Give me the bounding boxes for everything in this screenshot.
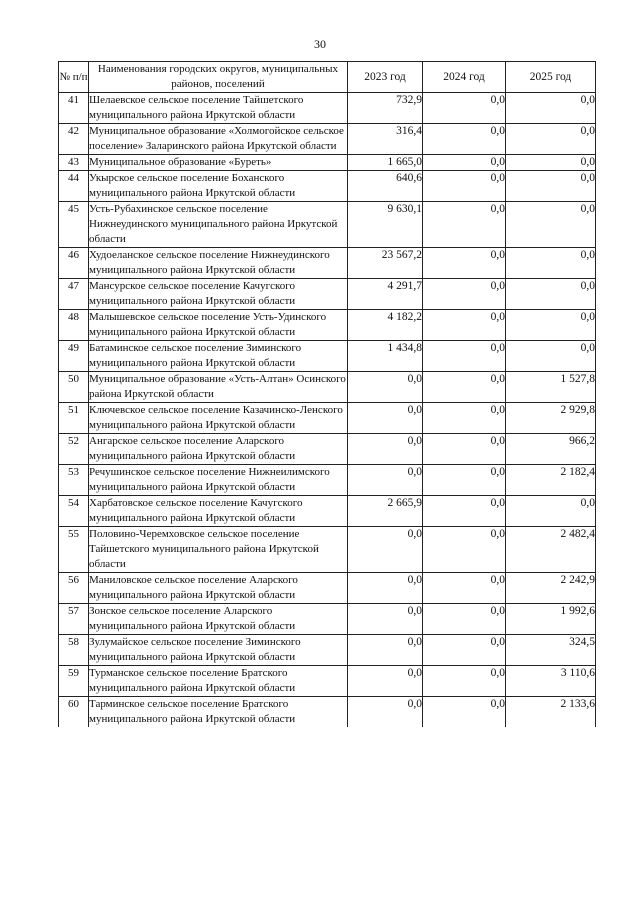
- header-2023: 2023 год: [348, 62, 423, 93]
- table-row: [59, 403, 596, 434]
- table-row: [59, 124, 596, 155]
- row-value-2023: 732,9: [348, 93, 423, 124]
- row-value-2024: 0,0: [423, 573, 506, 604]
- row-value-2023: 1 665,0: [348, 155, 423, 171]
- row-name: Муниципальное образование «Буреть»: [89, 155, 348, 171]
- row-value-2023: 9 630,1: [348, 202, 423, 248]
- row-number: 42: [59, 124, 89, 155]
- row-value-2025: 2 133,6: [506, 697, 596, 728]
- row-number: 54: [59, 496, 89, 527]
- row-value-2023: 0,0: [348, 465, 423, 496]
- row-value-2024: 0,0: [423, 465, 506, 496]
- row-number: 49: [59, 341, 89, 372]
- row-value-2024: 0,0: [423, 279, 506, 310]
- row-number: 44: [59, 171, 89, 202]
- row-value-2025: 0,0: [506, 93, 596, 124]
- row-number: 53: [59, 465, 89, 496]
- row-value-2023: 0,0: [348, 697, 423, 728]
- row-value-2025: 1 992,6: [506, 604, 596, 635]
- table-row: [59, 372, 596, 403]
- row-value-2024: 0,0: [423, 372, 506, 403]
- row-value-2024: 0,0: [423, 604, 506, 635]
- row-value-2025: 3 110,6: [506, 666, 596, 697]
- table-row: [59, 279, 596, 310]
- row-value-2025: 0,0: [506, 310, 596, 341]
- row-name: Половино-Черемховское сельское поселение Тайшетского муниципального района Иркутской области: [89, 527, 348, 573]
- row-name: Маниловское сельское поселение Аларского муниципального района Иркутской области: [89, 573, 348, 604]
- row-value-2025: 0,0: [506, 496, 596, 527]
- row-value-2023: 23 567,2: [348, 248, 423, 279]
- row-name: Речушинское сельское поселение Нижнеилимского муниципального района Иркутской области: [89, 465, 348, 496]
- row-number: 56: [59, 573, 89, 604]
- row-number: 58: [59, 635, 89, 666]
- row-value-2023: 0,0: [348, 372, 423, 403]
- table-row: [59, 310, 596, 341]
- table-row: [59, 248, 596, 279]
- table-row: [59, 202, 596, 248]
- row-name: Батаминское сельское поселение Зиминского муниципального района Иркутской области: [89, 341, 348, 372]
- row-value-2024: 0,0: [423, 527, 506, 573]
- table-row: [59, 697, 596, 728]
- table-row: [59, 573, 596, 604]
- row-name: Турманское сельское поселение Братского муниципального района Иркутской области: [89, 666, 348, 697]
- table-row: [59, 604, 596, 635]
- table-row: [59, 434, 596, 465]
- row-number: 51: [59, 403, 89, 434]
- header-2024: 2024 год: [423, 62, 506, 93]
- row-value-2023: 0,0: [348, 666, 423, 697]
- row-value-2023: 316,4: [348, 124, 423, 155]
- row-name: Худоеланское сельское поселение Нижнеудинского муниципального района Иркутской области: [89, 248, 348, 279]
- row-number: 41: [59, 93, 89, 124]
- header-name: Наименования городских округов, муниципальных районов, поселений: [89, 62, 348, 93]
- row-name: Усть-Рубахинское сельское поселение Нижнеудинского муниципального района Иркутской области: [89, 202, 348, 248]
- row-value-2024: 0,0: [423, 248, 506, 279]
- row-value-2023: 640,6: [348, 171, 423, 202]
- table-row: [59, 666, 596, 697]
- row-value-2025: 0,0: [506, 124, 596, 155]
- row-name: Зонское сельское поселение Аларского муниципального района Иркутской области: [89, 604, 348, 635]
- table-row: [59, 527, 596, 573]
- header-2025: 2025 год: [506, 62, 596, 93]
- page-number: 30: [314, 37, 326, 51]
- row-number: 46: [59, 248, 89, 279]
- table-row: [59, 341, 596, 372]
- row-value-2025: 324,5: [506, 635, 596, 666]
- row-value-2025: 2 242,9: [506, 573, 596, 604]
- row-value-2023: 2 665,9: [348, 496, 423, 527]
- row-value-2024: 0,0: [423, 310, 506, 341]
- row-name: Зулумайское сельское поселение Зиминского муниципального района Иркутской области: [89, 635, 348, 666]
- row-value-2023: 0,0: [348, 403, 423, 434]
- table-row: [59, 155, 596, 171]
- budget-table: [58, 61, 596, 727]
- row-value-2024: 0,0: [423, 697, 506, 728]
- row-value-2025: 0,0: [506, 171, 596, 202]
- row-number: 45: [59, 202, 89, 248]
- row-value-2024: 0,0: [423, 403, 506, 434]
- row-value-2024: 0,0: [423, 434, 506, 465]
- row-value-2023: 0,0: [348, 527, 423, 573]
- row-number: 50: [59, 372, 89, 403]
- row-number: 43: [59, 155, 89, 171]
- table-row: [59, 171, 596, 202]
- row-value-2023: 0,0: [348, 604, 423, 635]
- row-number: 59: [59, 666, 89, 697]
- row-value-2025: 966,2: [506, 434, 596, 465]
- row-value-2024: 0,0: [423, 202, 506, 248]
- table-header-row: [59, 62, 596, 93]
- table-row: [59, 465, 596, 496]
- row-value-2025: 2 482,4: [506, 527, 596, 573]
- row-name: Укырское сельское поселение Боханского муниципального района Иркутской области: [89, 171, 348, 202]
- row-value-2024: 0,0: [423, 171, 506, 202]
- row-value-2023: 1 434,8: [348, 341, 423, 372]
- row-value-2025: 0,0: [506, 279, 596, 310]
- row-value-2024: 0,0: [423, 93, 506, 124]
- table-row: [59, 635, 596, 666]
- row-value-2023: 4 182,2: [348, 310, 423, 341]
- row-name: Ангарское сельское поселение Аларского муниципального района Иркутской области: [89, 434, 348, 465]
- row-value-2024: 0,0: [423, 341, 506, 372]
- row-value-2024: 0,0: [423, 124, 506, 155]
- row-number: 48: [59, 310, 89, 341]
- table-row: [59, 93, 596, 124]
- row-name: Малышевское сельское поселение Усть-Удинского муниципального района Иркутской области: [89, 310, 348, 341]
- row-name: Муниципальное образование «Усть-Алтан» Осинского района Иркутской области: [89, 372, 348, 403]
- row-value-2023: 0,0: [348, 434, 423, 465]
- row-value-2025: 0,0: [506, 202, 596, 248]
- row-number: 55: [59, 527, 89, 573]
- row-value-2025: 0,0: [506, 341, 596, 372]
- row-number: 57: [59, 604, 89, 635]
- row-number: 52: [59, 434, 89, 465]
- row-name: Ключевское сельское поселение Казачинско-Ленского муниципального района Иркутской области: [89, 403, 348, 434]
- row-value-2025: 2 929,8: [506, 403, 596, 434]
- row-value-2025: 0,0: [506, 155, 596, 171]
- row-value-2025: 2 182,4: [506, 465, 596, 496]
- row-name: Мансурское сельское поселение Качугского муниципального района Иркутской области: [89, 279, 348, 310]
- row-name: Харбатовское сельское поселение Качугского муниципального района Иркутской области: [89, 496, 348, 527]
- row-value-2024: 0,0: [423, 155, 506, 171]
- row-value-2025: 0,0: [506, 248, 596, 279]
- row-name: Тарминское сельское поселение Братского муниципального района Иркутской области: [89, 697, 348, 728]
- row-name: Шелаевское сельское поселение Тайшетского муниципального района Иркутской области: [89, 93, 348, 124]
- row-number: 60: [59, 697, 89, 728]
- row-value-2023: 0,0: [348, 635, 423, 666]
- header-num: № п/п: [59, 62, 89, 93]
- row-value-2024: 0,0: [423, 496, 506, 527]
- row-value-2023: 4 291,7: [348, 279, 423, 310]
- row-value-2024: 0,0: [423, 666, 506, 697]
- row-name: Муниципальное образование «Холмогойское сельское поселение» Заларинского района Иркутской области: [89, 124, 348, 155]
- row-value-2023: 0,0: [348, 573, 423, 604]
- row-value-2025: 1 527,8: [506, 372, 596, 403]
- table-row: [59, 496, 596, 527]
- row-number: 47: [59, 279, 89, 310]
- row-value-2024: 0,0: [423, 635, 506, 666]
